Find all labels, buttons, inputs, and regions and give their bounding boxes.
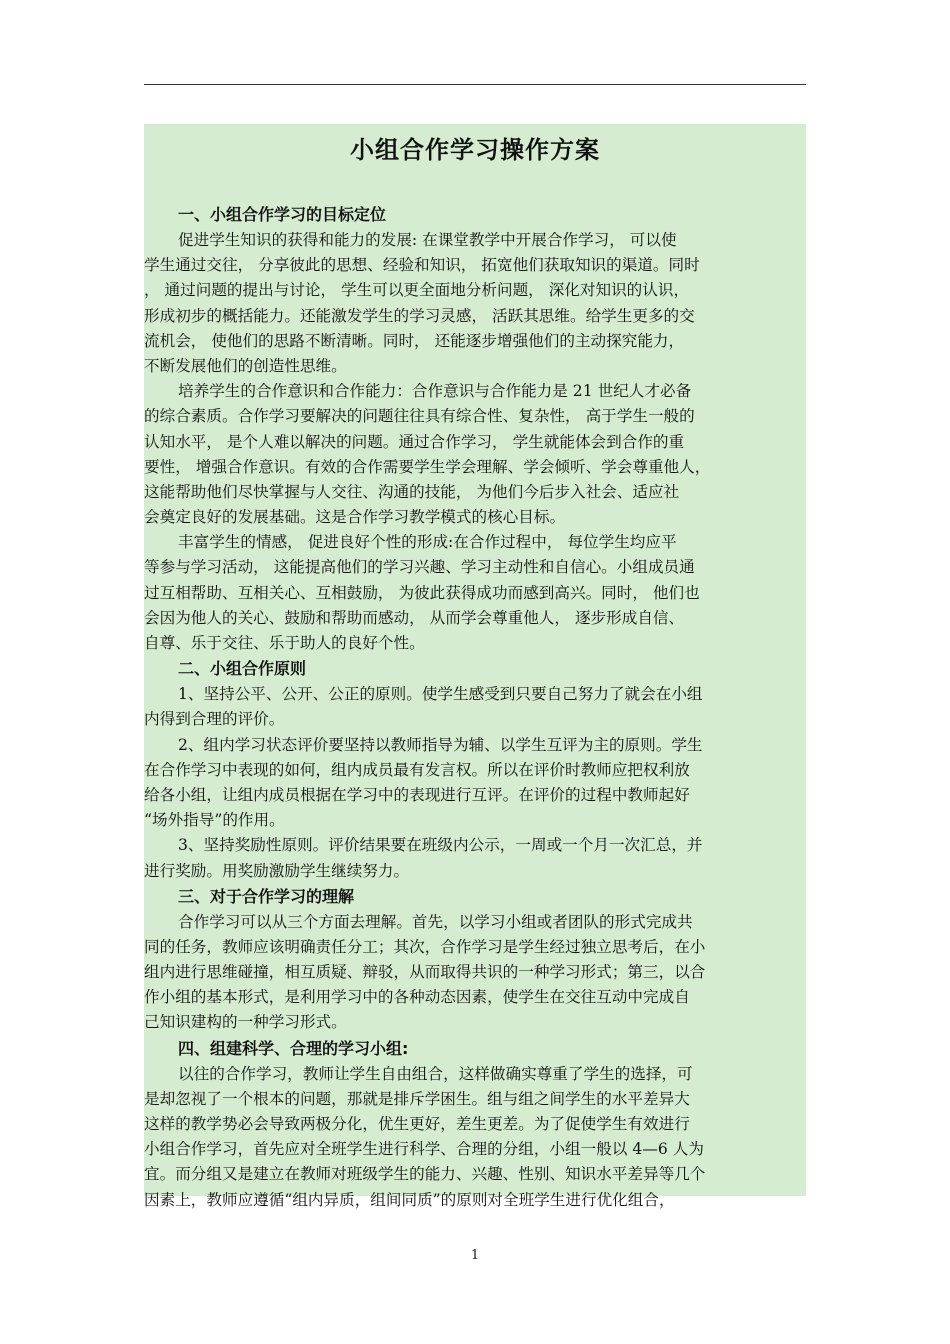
paragraph-line: 认知水平， 是个人难以解决的问题。通过合作学习， 学生就能体会到合作的重 <box>144 432 685 451</box>
paragraph-line: 在合作学习中表现的如何，组内成员最有发言权。所以在评价时教师应把权利放 <box>144 760 690 779</box>
paragraph-line: 2、组内学习状态评价要坚持以教师指导为辅、以学生互评为主的原则。学生 <box>178 735 703 754</box>
paragraph-line: 形成初步的概括能力。还能激发学生的学习灵感， 活跃其思维。给学生更多的交 <box>144 306 695 325</box>
section-heading: 三、对于合作学习的理解 <box>178 886 355 906</box>
paragraph-line: 促进学生知识的获得和能力的发展: 在课堂教学中开展合作学习， 可以使 <box>178 231 677 249</box>
sections-container <box>144 202 806 1213</box>
paragraph-line: 流机会， 使他们的思路不断清晰。同时， 还能逐步增强他们的主动探究能力， <box>144 331 685 350</box>
paragraph <box>144 833 806 883</box>
paragraph-line: 这能帮助他们尽快掌握与人交往、沟通的技能， 为他们今后步入社会、适应社 <box>144 482 680 501</box>
paragraph-line: 自尊、乐于交往、乐于助人的良好个性。 <box>144 634 425 652</box>
paragraph-line: 1、坚持公平、公开、公正的原则。使学生感受到只要自己努力了就会在小组 <box>178 685 703 704</box>
document-title: 小组合作学习操作方案 <box>350 135 600 164</box>
paragraph <box>144 379 806 530</box>
section-heading: 二、小组合作原则 <box>178 659 307 679</box>
section-heading: 一、小组合作学习的目标定位 <box>178 205 387 224</box>
paragraph-line: 是却忽视了一个根本的问题，那就是排斥学困生。组与组之间学生的水平差异大 <box>144 1089 690 1108</box>
paragraph <box>144 228 806 379</box>
paragraph-line: 内得到合理的评价。 <box>144 710 285 729</box>
paragraph-line: “场外指导”的作用。 <box>144 811 285 830</box>
paragraph-line: 己知识建构的一种学习形式。 <box>144 1013 347 1032</box>
paragraph-line: 等参与学习活动， 这能提高他们的学习兴趣、学习主动性和自信心。小组成员通 <box>144 558 695 577</box>
paragraph-line: 合作学习可以从三个方面去理解。首先，以学习小组或者团队的形式完成共 <box>178 912 693 931</box>
paragraph-line: 过互相帮助、互相关心、互相鼓励， 为彼此获得成功而感到高兴。同时， 他们也 <box>144 583 700 602</box>
paragraph <box>144 1062 806 1213</box>
paragraph-line: 小组合作学习，首先应对全班学生进行科学、合理的分组，小组一般以 4—6 人为 <box>144 1140 704 1159</box>
title-spacer <box>144 180 806 202</box>
paragraph <box>144 682 806 732</box>
paragraph-line: 学生通过交往， 分享彼此的思想、经验和知识， 拓宽他们获取知识的渠道。同时 <box>144 256 700 275</box>
paragraph-line: 同的任务，教师应该明确责任分工；其次，合作学习是学生经过独立思考后，在小 <box>144 937 706 956</box>
paragraph-line: 进行奖励。用奖励激励学生继续努力。 <box>144 861 410 880</box>
paragraph-line: 因素上，教师应遵循“组内异质，组间同质”的原则对全班学生进行优化组合， <box>144 1190 675 1209</box>
paragraph-line: 这样的教学势必会导致两极分化，优生更好，差生更差。为了促使学生有效进行 <box>144 1115 690 1133</box>
paragraph-line: 不断发展他们的创造性思维。 <box>144 356 347 375</box>
header-rule <box>144 84 806 85</box>
paragraph <box>144 530 806 656</box>
paragraph-line: 要性， 增强合作意识。有效的合作需要学生学会理解、学会倾听、学会尊重他人， <box>144 457 711 476</box>
document-body <box>144 124 806 1209</box>
paragraph-line: 会因为他人的关心、鼓励和帮助而感动， 从而学会尊重他人， 逐步形成自信、 <box>144 608 685 627</box>
section-heading: 四、组建科学、合理的学习小组: <box>178 1038 409 1058</box>
paragraph-line: 作小组的基本形式，是利用学习中的各种动态因素，使学生在交往互动中完成自 <box>144 988 690 1007</box>
paragraph-line: 组内进行思维碰撞，相互质疑、辩驳，从而取得共识的一种学习形式；第三，以合 <box>144 963 706 982</box>
paragraph-line: 培养学生的合作意识和合作能力：合作意识与合作能力是 21 世纪人才必备 <box>178 382 692 401</box>
paragraph-line: 丰富学生的情感， 促进良好个性的形成:在合作过程中， 每位学生均应平 <box>178 533 677 552</box>
paragraph <box>144 733 806 834</box>
paragraph-line: 宜。而分组又是建立在教师对班级学生的能力、兴趣、性别、知识水平差异等几个 <box>144 1165 706 1184</box>
paragraph-line: 给各小组，让组内成员根据在学习中的表现进行互评。在评价的过程中教师起好 <box>144 785 690 804</box>
page-number: 1 <box>470 1248 480 1263</box>
paragraph-line: ， 通过问题的提出与讨论， 学生可以更全面地分析问题， 深化对知识的认识， <box>144 281 690 300</box>
paragraph-line: 的综合素质。合作学习要解决的问题往往具有综合性、复杂性， 高于学生一般的 <box>144 407 695 426</box>
paragraph-line: 会奠定良好的发展基础。这是合作学习教学模式的核心目标。 <box>144 508 566 527</box>
paragraph-line: 以往的合作学习，教师让学生自由组合，这样做确实尊重了学生的选择，可 <box>178 1064 693 1083</box>
paragraph <box>144 910 806 1036</box>
paragraph-line: 3、坚持奖励性原则。评价结果要在班级内公示，一周或一个月一次汇总，并 <box>178 836 703 855</box>
